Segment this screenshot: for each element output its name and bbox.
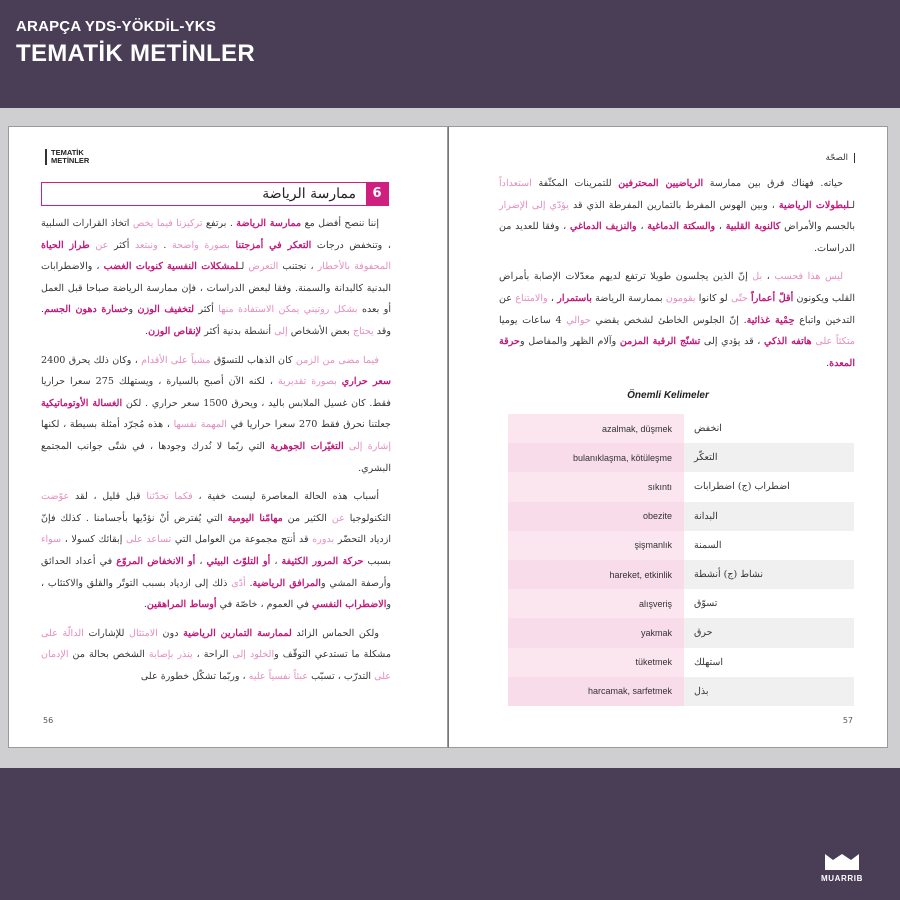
vocab-arabic: تسوّق [694,598,718,610]
vocab-arabic: نشاط (ج) أنشطة [684,560,854,589]
highlight-term: التغيّرات الجوهرية [270,440,344,452]
accent-term: تساعد على [125,534,172,546]
highlight-term: المرافق الرياضية [252,577,321,589]
highlight-term: لتخفيف الوزن [137,304,195,316]
corner-label: الصحّة [826,153,855,163]
vocab-turkish: tüketmek [508,648,684,677]
vocab-turkish: alışveriş [508,589,684,618]
accent-term: يحتاج [352,325,374,337]
accent-term: ينذر بإصابة [148,649,193,661]
brand-line-2: METİNLER [51,156,90,165]
accent-term: بصورة واضحة [171,239,230,251]
left-paragraph: ولكن الحماس الزائد لممارسة التمارين الرياضية دون الامتثال للإشارات الدالّة على مشكلة ما تستدعي التوقّف والخلود إلى الراحة ، ينذر بإصابة الشخص بحالة من الإدمان على التدرّب ، تسبّب عبئاً نفسياً عليه ، وربّما تشكّل خطورة على [41,627,391,682]
section-title-box [41,182,389,206]
highlight-term: والسكتة الدماغية [647,221,716,233]
accent-term: عن [95,239,109,251]
right-paragraph: ليس هذا فحسب ، بل إنّ الذين يجلسون طويلا ترتفع لديهم معدّلات الإصابة بأمراض القلب ويكونون أقلّ أعماراً حتّى لو كانوا يقومون بممارسة الرياضة باستمرار ، والامتناع عن التدخين واتباع حِمْية غذائية. إنّ الجلوس الخاطئ لشخص يقضي حوالي 4 ساعات يوميا متكئاً على هاتفه الذكي ، قد يؤدي إلى تشنّج الرقبة المزمن وآلام الظهر والمفاصل وحرقة المعدة. [499,271,856,369]
accent-term: بل [752,271,763,283]
right-body-text [499,173,855,381]
vocab-arabic: حرق [684,618,854,647]
vocab-row [508,677,854,706]
highlight-term: أو الانخفاض المروّع [116,555,196,567]
vocab-turkish: azalmak, düşmek [508,414,684,443]
brand-box [45,149,89,165]
section-number: 6 [366,183,388,205]
accent-term: أدّى [231,577,246,589]
accent-term: الامتثال [128,627,158,639]
vocab-turkish: sıkıntı [508,472,684,501]
vocab-arabic: انخفض [694,423,722,435]
highlight-term: كنوبات الغضب [103,261,163,273]
accent-term: حوالي [566,314,591,326]
highlight-term: مهامّنا اليومية [227,512,283,524]
vocab-row [508,531,854,560]
highlight-term: حركة المرور الكثيفة [281,555,364,567]
highlight-term: الاضطراب النفسي [311,599,387,611]
accent-term: يؤدّي إلى الإضرار [499,199,569,211]
highlight-term: أقلّ أعماراً [751,292,794,304]
vocab-turkish: harcamak, sarfetmek [508,677,684,706]
muarrib-logo [812,852,872,883]
vocab-row [508,443,854,472]
vocab-row [508,472,854,501]
accent-term: ليس هذا فحسب [774,271,843,283]
header-bar [0,0,900,108]
accent-term: مشياً على الأقدام [141,354,211,366]
accent-term: المهمة نفسها [173,419,227,431]
accent-term: بشكل روتيني يمكن الاستفادة منها [218,304,358,316]
highlight-term: لممارسة التمارين الرياضية [183,627,292,639]
accent-term: سواء [41,534,62,546]
highlight-term: خسارة دهون الجسم [44,304,129,316]
accent-term: بصورة تقديرية [277,376,337,388]
highlight-term: الرياضيين المحترفين [618,178,704,189]
vocab-row [508,589,854,618]
accent-term: الخلود إلى [232,649,275,661]
highlight-term: سعر حراري [341,376,391,388]
vocab-row [508,560,854,589]
accent-term: ونبتعد [134,239,158,251]
highlight-term: لإنقاص الوزن [148,325,202,337]
brand-line-1: TEMATİK [51,148,84,157]
logo-icon [823,852,861,872]
accent-term: تركيزنا فيما يخص [132,218,203,229]
highlight-term: لبطولات الرياضية [778,199,850,211]
vocab-turkish: obezite [508,502,684,531]
accent-term: بدوره [312,534,335,546]
accent-term: عن [331,512,345,524]
vocab-arabic: التعكّر [684,443,854,472]
page-number-left: 56 [43,716,54,725]
left-paragraph: أسباب هذه الحالة المعاصرة ليست خفية ، فكما تحدّثنا قبل قليل ، لقد عوّضت التكنولوجيا عن الكثير من مهامّنا اليومية التي يُفترض أنْ نؤدّيها بأجسامنا . كذلك فإنّ ازدياد التحضّر بدوره قد أنتج مجموعة من العوامل التي تساعد على إبقائك كسولا ، سواء بسبب حركة المرور الكثيفة ، أو التلوّث البيئي ، أو الانخفاض المروّع في أعداد الحدائق وأرصفة المشي والمرافق الرياضية. أدّى ذلك إلى ازدياد بسبب التوتّر والقلق والاكتئاب ، والاضطراب النفسي في العموم ، خاصّة في أوساط المراهقين. [41,491,392,611]
accent-term: استعداداً [499,178,532,189]
vocab-arabic: البدانة [684,502,854,531]
right-paragraph: حياته. فهناك فرق بين ممارسة الرياضيين المحترفين للتمرينات المكثّفة استعداداً لـلبطولات الرياضية ، وبين الهوس المفرط بالتمارين المفرطة الذي قد يؤدّي إلى الإضرار بالجسم والأمراض كالنوبة القلبية ، والسكتة الدماغية ، والنزيف الدماغي ، وفقا للعديد من الدراسات. [499,178,856,254]
right-page [448,126,888,748]
highlight-term: والنزيف الدماغي [569,221,637,233]
accent-term: فيما مضى من الزمن [295,354,380,366]
left-paragraph: إننا ننصح أفضل مع ممارسة الرياضة . برتفع تركيزنا فيما يخص اتخاذ القرارات السلبية ، وتنخفض درجات التعكر في أمزجتنا بصورة واضحة . ونبتعد أكثر عن طراز الحياة المحفوفة بالأخطار ، نجتنب التعرض لـلمشكلات النفسية كنوبات الغضب ، والاضطرابات البدنية كالبدانة والسمنة. وفقا لبعض الدراسات ، فإن ممارسة الرياضة صباحا قبل العمل أو بعده بشكل روتيني يمكن الاستفادة منها أكثر لتخفيف الوزن وخسارة دهون الجسم. وقد يحتاج بعض الأشخاص إلى أنشطة بدنية أكثر لإنقاص الوزن. [41,218,391,337]
vocab-arabic: اضطراب (ج) اضطرابات [694,481,790,493]
vocab-arabic: استهلك [694,656,723,668]
accent-term: حتّى [730,292,748,304]
vocab-row [508,618,854,647]
vocab-table [508,414,854,706]
page-number-right: 57 [842,716,853,725]
vocab-arabic: السمنة [694,539,722,551]
highlight-term: ممارسة الرياضة [236,218,302,229]
highlight-term: حِمْية غذائية [746,314,795,326]
highlight-term: التعكر في أمزجتنا [235,239,312,251]
left-paragraph: فيما مضى من الزمن كان الذهاب للتسوّق مشياً على الأقدام ، وكان ذلك يحرق 2400 سعر حراري بصورة تقديرية ، لكنه الآن أصبح بالسيارة ، ويستهلك 275 سعرا حراريا فقط. كان غسيل الملابس باليد ، ويحرق 1500 سعر حراري . لكن الغسالة الأوتوماتيكية جعلتنا نحرق فقط 270 سعرا حراريا في المهمة نفسها ، هذه مُجرّد أمثلة بسيطة ، لكنها إشارة إلى التغيّرات الجوهرية التي ربّما لا نُدرك وجودها ، في شتّى جوانب المجتمع البشري. [41,354,391,474]
accent-term: التعرض [248,261,279,273]
accent-term: إشارة إلى [348,440,391,452]
accent-term: عوّضت [41,491,70,503]
highlight-term: هاتفه الذكي [764,336,812,348]
left-body-text [41,213,391,694]
accent-term: فكما تحدّثنا [146,491,193,503]
vocab-row [508,414,854,443]
highlight-term: طراز الحياة [41,239,90,251]
highlight-term: كالنوبة القلبية [725,221,781,233]
accent-term: متكئاً على [815,336,855,348]
vocab-turkish: hareket, etkinlik [508,560,684,589]
vocab-turkish: şişmanlık [508,531,684,560]
highlight-term: أوساط المراهقين [146,599,217,611]
vocab-title: Önemli Kelimeler [627,390,709,401]
vocab-turkish: bulanıklaşma, kötüleşme [508,443,684,472]
accent-term: عبئاً نفسياً عليه [248,670,309,682]
highlight-term: حرقة المعدة [499,336,855,369]
vocab-row [508,502,854,531]
accent-term: المحفوفة بالأخطار [317,261,391,273]
highlight-term: باستمرار [557,292,592,304]
logo-label: MUARRIB [821,874,863,883]
vocab-turkish: yakmak [508,618,684,647]
highlight-term: أو التلوّث البيئي [206,555,271,567]
accent-term: والامتناع [515,292,548,304]
vocab-arabic: بذل [684,677,854,706]
accent-term: يقومون [665,292,696,304]
accent-term: الدالّة على [41,627,84,639]
accent-term: إلى [274,325,288,337]
highlight-term: الغسالة الأوتوماتيكية [41,397,123,409]
header-title: TEMATİK METİNLER [16,40,255,67]
accent-term: الإدمان على [41,649,391,682]
highlight-term: تشنّج الرقبة المزمن [619,336,701,348]
header-subtitle: ARAPÇA YDS-YÖKDİL-YKS [16,18,217,35]
vocab-row [508,648,854,677]
highlight-term: لمشكلات النفسية [166,261,239,273]
left-page [8,126,448,748]
section-title: ممارسة الرياضة [262,186,356,202]
